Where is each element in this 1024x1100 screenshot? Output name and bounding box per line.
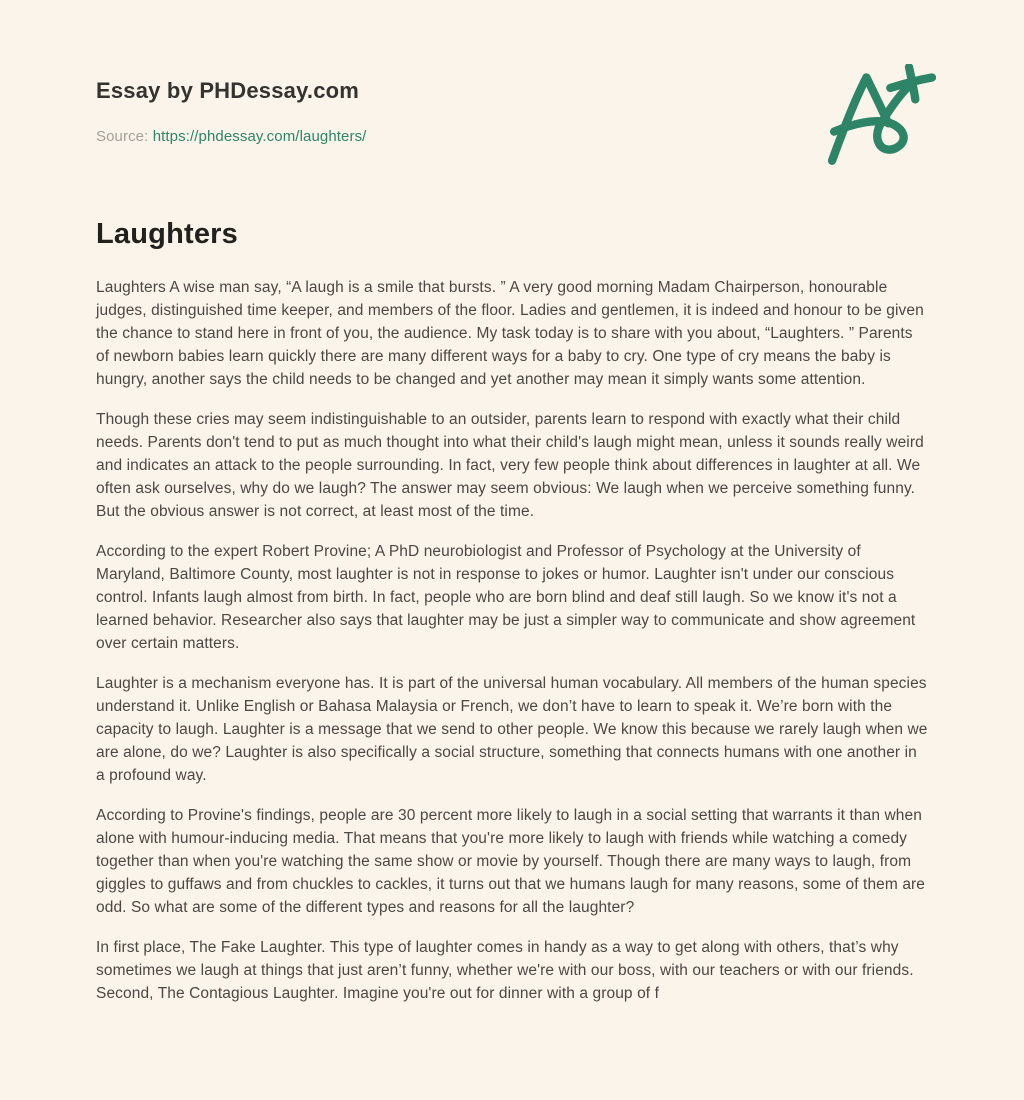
- source-label: Source:: [96, 128, 149, 146]
- source-row: [96, 128, 928, 145]
- paragraph-4: Laughter is a mechanism everyone has. It is part of the universal human vocabulary. All members of the human species understand it. Unlike English or Bahasa Malaysia or French, we don’t have to learn to speak it. We’re born with the capacity to laugh. Laughter is a message that we send to other people. We know this because we rarely laugh when we are alone, do we? Laughter is also specifically a social structure, something that connects humans with one another in a profound way.: [96, 675, 928, 785]
- paragraph-3: According to the expert Robert Provine; A PhD neurobiologist and Professor of Psychology at the University of Maryland, Baltimore County, most laughter is not in response to jokes or humor. Laughter isn't under our conscious control. Infants laugh almost from birth. In fact, people who are born blind and deaf still laugh. So we know it's not a learned behavior. Researcher also says that laughter may be just a simpler way to communicate and show agreement over certain matters.: [96, 543, 916, 653]
- paragraph-6: In first place, The Fake Laughter. This type of laughter comes in handy as a way to get along with others, that’s why sometimes we laugh at things that just aren’t funny, whether we're with our boss, with our teachers or with our friends. Second, The Contagious Laughter. Imagine you're out for dinner with a group of f: [96, 939, 914, 1003]
- paragraph-1: Laughters A wise man say, “A laugh is a smile that bursts. ” A very good morning Madam Chairperson, honourable judges, distinguished time keeper, and members of the floor. Ladies and gentlemen, it is indeed and honour to be given the chance to stand here in front of you, the audience. My task today is to share with you about, “Laughters. ” Parents of newborn babies learn quickly there are many different ways for a baby to cry. One type of cry means the baby is hungry, another says the child needs to be changed and yet another may mean it simply wants some attention.: [96, 279, 924, 389]
- page-title: Laughters: [96, 218, 238, 251]
- page-header: [96, 0, 928, 145]
- a-plus-logo-icon: [824, 64, 940, 168]
- paragraph-2: Though these cries may seem indistinguishable to an outsider, parents learn to respond with exactly what their child needs. Parents don't tend to put as much thought into what their child's laugh might mean, unless it sounds really weird and indicates an attack to the people surrounding. In fact, very few people think about differences in laughter at all. We often ask ourselves, why do we laugh? The answer may seem obvious: We laugh when we perceive something funny. But the obvious answer is not correct, at least most of the time.: [96, 411, 924, 521]
- article-body: [96, 276, 929, 1005]
- header-title: Essay by PHDessay.com: [96, 78, 360, 103]
- source-link[interactable]: https://phdessay.com/laughters/: [152, 128, 367, 146]
- paragraph-5: According to Provine's findings, people are 30 percent more likely to laugh in a social setting that warrants it than when alone with humour-inducing media. That means that you're more likely to laugh with friends while watching a comedy together than when you're watching the same show or movie by yourself. Though there are many ways to laugh, from giggles to guffaws and from chuckles to cackles, it turns out that we humans laugh for many reasons, some of them are odd. So what are some of the different types and reasons for all the laughter?: [96, 807, 926, 917]
